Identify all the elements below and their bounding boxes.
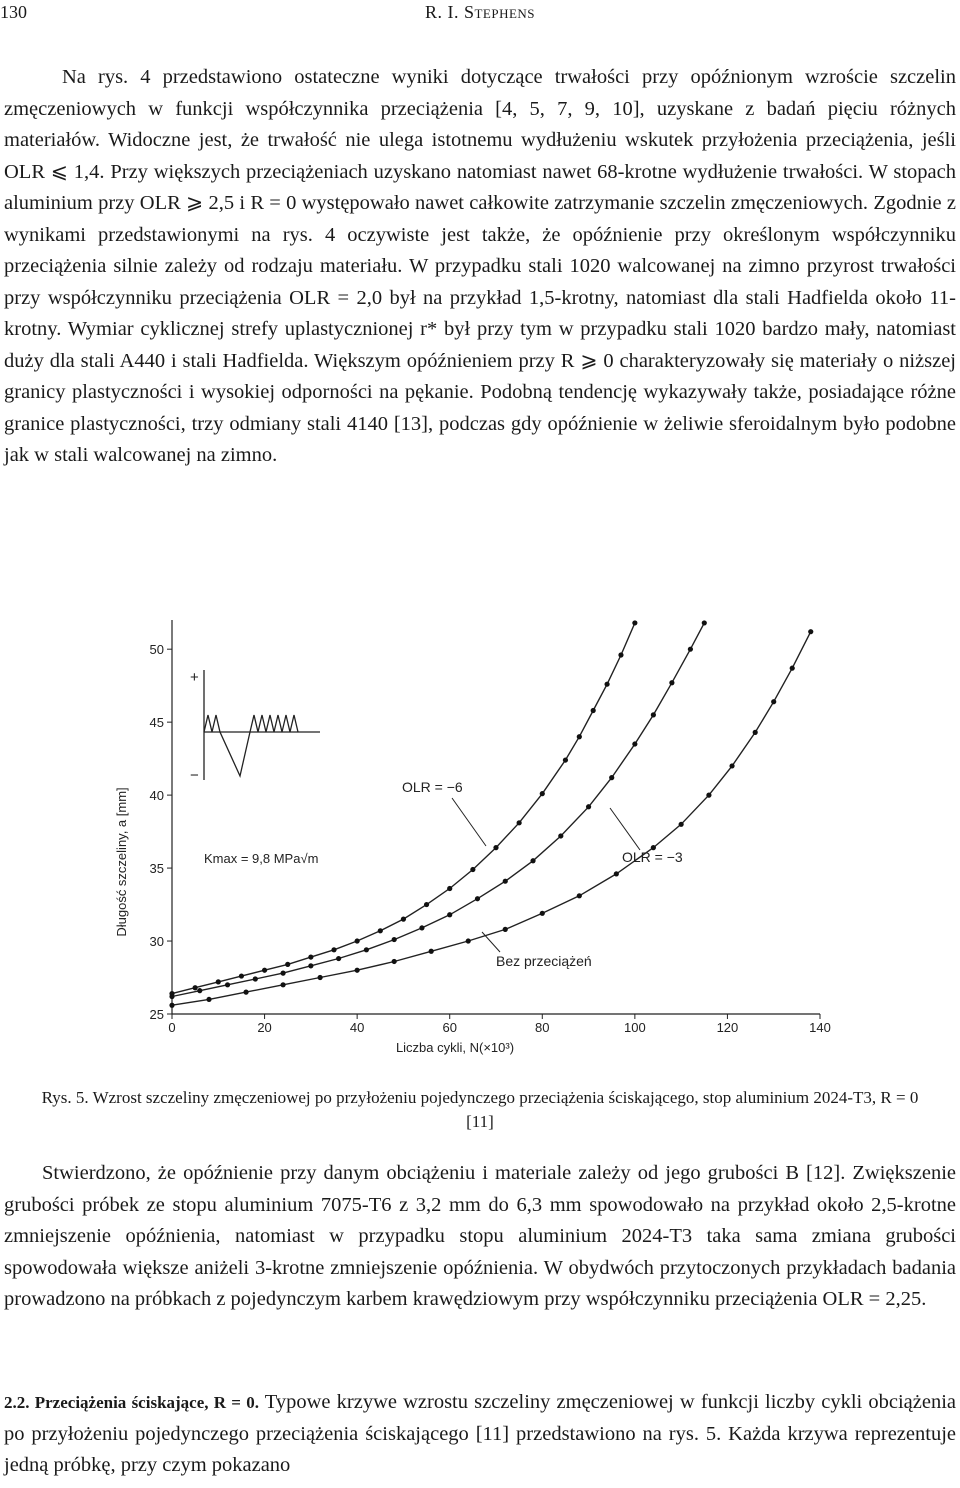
chart-ticks [150,642,831,1035]
y-tick-label: 30 [149,934,164,950]
data-point [558,833,563,838]
data-point [688,647,693,652]
data-point [790,666,795,671]
running-head: R. I. Stephens [424,2,536,22]
y-tick-label: 35 [149,861,164,877]
x-tick-label: 80 [535,1020,550,1035]
data-point [225,982,230,987]
data-point [429,949,434,954]
data-point [285,962,290,967]
data-point [669,680,674,685]
data-point [651,712,656,717]
y-axis-label: Długość szczeliny, a [mm] [114,787,129,937]
load-history-inset [190,669,320,784]
data-point [280,982,285,987]
data-point [308,954,313,959]
data-point [808,629,813,634]
data-point [193,985,198,990]
data-point [169,1003,174,1008]
data-point [632,620,637,625]
olr6-annotation: OLR = −6 [402,779,463,795]
data-point [447,886,452,891]
y-tick-label: 25 [149,1007,164,1022]
data-point [609,775,614,780]
x-tick-label: 60 [442,1020,457,1035]
x-tick-label: 40 [349,1020,365,1035]
data-point [679,822,684,827]
data-point [586,804,591,809]
data-point [729,763,734,768]
data-point [563,757,568,762]
data-point [197,988,202,993]
data-point [318,975,323,980]
data-point [392,937,397,942]
data-point [216,979,221,984]
data-point [401,917,406,922]
data-point [702,620,707,625]
no-overload-annotation: Bez przeciążeń [496,953,592,969]
data-point [419,925,424,930]
data-point [378,928,383,933]
data-point [355,938,360,943]
y-tick-label: 45 [149,715,164,731]
x-tick-label: 20 [257,1020,272,1035]
kmax-annotation: Kmax = 9,8 MPa√m [204,851,319,866]
data-point [577,893,582,898]
data-point [169,994,174,999]
chart-curves [169,620,813,1008]
paragraph-1: Na rys. 4 przedstawiono ostateczne wyniki dotyczące trwałości przy opóźnionym wzroście szczelin zmęczeniowych w funkcji współczynnika przeciążenia [4, 5, 7, 9, 10], uzyskane z badań pięciu różnych materiałów. Widoczne jest, że trwałość nie ulega istotnemu wydłużeniu wskutek przyłożenia przeciążenia, jeśli OLR ⩽ 1,4. Przy większych przeciążeniach uzyskano natomiast nawet 68-krotne wydłużenie trwałości. W stopach aluminium przy OLR ⩾ 2,5 i R = 0 występowało nawet całkowite zatrzymanie szczelin zmęczeniowych. Zgodnie z wynikami przedstawionymi na rys. 4 oczywiste jest także, że opóźnienie przy określonym współczynniku przeciążenia silnie zależy od rodzaju materiału. W przypadku stali 1020 walcowanej na zimno przyrost trwałości przy współczynniku przeciążenia OLR = 2,0 był na przykład 1,5-krotny, natomiast dla stali Hadfielda około 11-krotny. Wymiar cyklicznej strefy uplastycznionej r* był przy tym w przypadku stali 1020 bardzo mały, natomiast duży dla stali A440 i stali Hadfielda. Większym opóźnieniem przy R ⩾ 0 charakteryzowały się materiały o niższej granicy plastyczności i wysokiej odporności na pękanie. Podobną tendencję wykazywały także, posiadające różne granice plastyczności, trzy odmiany stali 4140 [13], podczas gdy opóźnienie w żeliwie sferoidalnym było podobne jak w stali walcowanej na zimno. [4,66,956,466]
data-point [632,741,637,746]
data-point [614,871,619,876]
data-point [503,879,508,884]
data-point [253,976,258,981]
data-point [243,990,248,995]
x-tick-label: 120 [716,1020,739,1035]
paragraph-3 [4,1387,956,1482]
data-point [771,699,776,704]
series-line-0 [172,623,635,994]
data-point [493,845,498,850]
data-point [753,730,758,735]
x-tick-label: 100 [624,1020,646,1035]
series-line-2 [172,632,811,1006]
data-point [591,708,596,713]
olr6-leader [452,798,486,846]
data-point [262,968,267,973]
data-point [517,820,522,825]
data-point [540,911,545,916]
data-point [364,947,369,952]
figure-caption: Rys. 5. Wzrost szczeliny zmęczeniowej po przyłożeniu pojedynczego przeciążenia ściskającego, stop aluminium 2024-T3, R = 0 [11] [41,1088,919,1131]
section-heading: 2.2. Przeciążenia ściskające, R = 0. [4,1393,259,1412]
data-point [475,896,480,901]
x-axis-label: Liczba cykli, N(×10³) [395,1040,515,1055]
data-point [392,959,397,964]
data-point [336,956,341,961]
paragraph-2: Stwierdzono, że opóźnienie przy danym obciążeniu i materiale zależy od jego grubości B [12]. Zwiększenie grubości próbek ze stopu aluminium 7075-T6 z 3,2 mm do 6,3 mm spowodowało na przykład około 2,5-krotne zmniejszenie opóźnienia, natomiast w przypadku stopu aluminium 2024-T3 taka sama zmiana grubości spowodowała większe aniżeli 3-krotne zmniejszenie opóźnienia. W obydwóch przytoczonych przykładach badania prowadzono na próbkach z pojedynczym karbem krawędziowym przy współczynniku przeciążenia OLR = 2,25. [4,1162,956,1310]
y-tick-label: 50 [149,642,164,658]
y-tick-label: 40 [149,788,164,804]
data-point [206,997,211,1002]
x-tick-label: 0 [168,1020,176,1035]
inset-minus-label: − [190,767,199,784]
data-point [530,858,535,863]
olr3-annotation: OLR = −3 [622,849,683,865]
page-header [0,2,960,30]
data-point [577,734,582,739]
data-point [355,968,360,973]
figure-5-chart [100,600,860,1080]
olr3-leader [610,808,640,850]
paragraph-3-text: Typowe krzywe wzrostu szczeliny zmęczeniowej w funkcji liczby cykli obciążenia po przyłożeniu pojedynczego przeciążenia ściskającego [11] przedstawiono na rys. 5. Każda krzywa reprezentuje jedną próbkę, przy czym pokazano [4,1391,956,1476]
series-line-1 [172,623,704,997]
x-tick-label: 140 [809,1020,831,1035]
inset-plus-label: + [190,669,199,686]
data-point [331,947,336,952]
data-point [308,963,313,968]
data-point [447,912,452,917]
page-number: 130 [0,2,27,22]
data-point [466,938,471,943]
data-point [706,793,711,798]
data-point [424,902,429,907]
data-point [618,652,623,657]
data-point [239,973,244,978]
data-point [503,927,508,932]
data-point [604,682,609,687]
data-point [540,791,545,796]
data-point [280,971,285,976]
data-point [470,867,475,872]
no-overload-leader [482,932,500,952]
